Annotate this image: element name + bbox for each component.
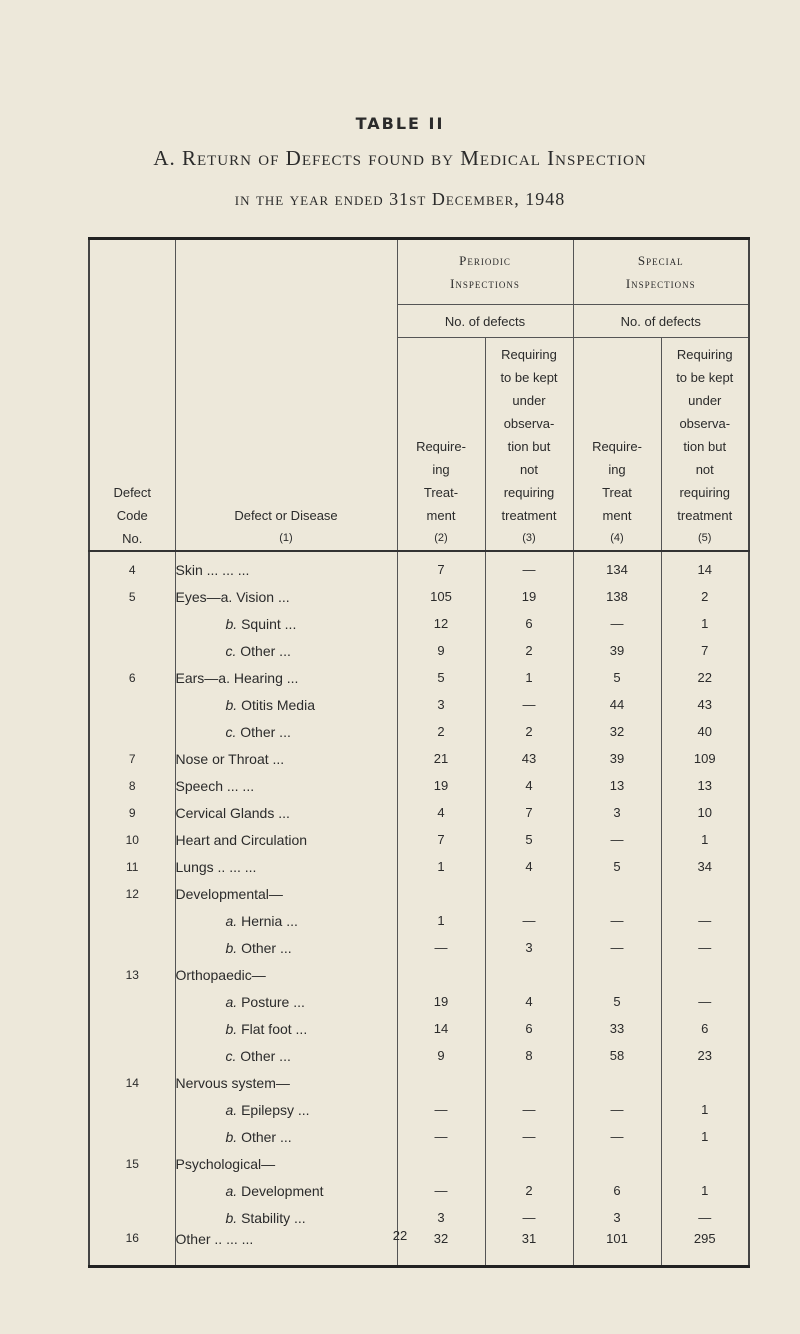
defect-count-col-3 xyxy=(485,880,573,907)
table-row xyxy=(89,880,749,907)
defect-name xyxy=(175,853,397,880)
defect-count-col-2: 1 xyxy=(397,853,485,880)
defect-sub-letter: b. xyxy=(225,615,238,632)
defect-code xyxy=(89,718,175,745)
defect-count-col-3: 4 xyxy=(485,988,573,1015)
defect-count-col-2: 2 xyxy=(397,718,485,745)
defect-name xyxy=(175,1042,397,1069)
defect-label: Stability ... xyxy=(237,1209,306,1226)
defects-table xyxy=(88,237,750,1268)
defect-count-col-4: — xyxy=(573,1096,661,1123)
table-row xyxy=(89,583,749,610)
defect-count-col-4: — xyxy=(573,826,661,853)
defect-code: 14 xyxy=(89,1069,175,1096)
page-number: 22 xyxy=(392,1228,408,1243)
defect-count-col-5: 13 xyxy=(661,772,749,799)
table-row xyxy=(89,1150,749,1177)
defect-count-col-3: 43 xyxy=(485,745,573,772)
defect-count-col-2: 19 xyxy=(397,772,485,799)
defect-count-col-2: 14 xyxy=(397,1015,485,1042)
defect-code xyxy=(89,988,175,1015)
defect-code: 9 xyxy=(89,799,175,826)
table-row xyxy=(89,934,749,961)
defect-count-col-2: — xyxy=(397,1123,485,1150)
defect-count-col-2: 7 xyxy=(397,551,485,583)
defect-label: Squint ... xyxy=(237,615,297,632)
table-row xyxy=(89,637,749,664)
defect-name xyxy=(175,934,397,961)
defect-count-col-5: — xyxy=(661,907,749,934)
defect-count-col-3: 7 xyxy=(485,799,573,826)
defect-count-col-5: 23 xyxy=(661,1042,749,1069)
table-row xyxy=(89,1177,749,1204)
defect-count-col-3: 2 xyxy=(485,637,573,664)
table-row xyxy=(89,772,749,799)
defect-count-col-2: 5 xyxy=(397,664,485,691)
defect-count-col-2: 3 xyxy=(397,1204,485,1231)
defect-code xyxy=(89,637,175,664)
table-row xyxy=(89,1069,749,1096)
defect-code xyxy=(89,1042,175,1069)
defect-count-col-5: 1 xyxy=(661,1096,749,1123)
defect-count-col-4 xyxy=(573,1069,661,1096)
defect-code: 7 xyxy=(89,745,175,772)
table-label: TABLE II xyxy=(355,114,445,133)
defect-count-col-4: 134 xyxy=(573,551,661,583)
table-row xyxy=(89,799,749,826)
defect-count-col-2: 105 xyxy=(397,583,485,610)
table-row xyxy=(89,745,749,772)
defect-label: Skin ... ... ... xyxy=(175,561,250,578)
defect-label: Eyes—a. Vision ... xyxy=(175,588,290,605)
defect-count-col-5: 40 xyxy=(661,718,749,745)
defect-label: Epilepsy ... xyxy=(237,1101,310,1118)
table-row xyxy=(89,1123,749,1150)
defect-count-col-3: 1 xyxy=(485,664,573,691)
defect-count-col-5: 109 xyxy=(661,745,749,772)
defect-count-col-4: — xyxy=(573,934,661,961)
defect-count-col-4: — xyxy=(573,907,661,934)
defect-count-col-5: 2 xyxy=(661,583,749,610)
defect-label: Ears—a. Hearing ... xyxy=(175,669,299,686)
header-defect-or-disease: Defect or Disease (1) xyxy=(175,239,397,552)
defect-count-col-2 xyxy=(397,880,485,907)
defect-name xyxy=(175,691,397,718)
defect-name xyxy=(175,718,397,745)
defect-code xyxy=(89,907,175,934)
table-row xyxy=(89,718,749,745)
defect-count-col-3: 4 xyxy=(485,772,573,799)
header-special-observation: Requiring to be kept under observa- tion but not requiring treatment (5) xyxy=(661,338,749,552)
defect-label: Lungs .. ... ... xyxy=(175,858,257,875)
defect-name xyxy=(175,1096,397,1123)
defect-count-col-3: — xyxy=(485,1096,573,1123)
header-periodic-inspections: Periodic Inspections xyxy=(397,239,573,305)
defect-name xyxy=(175,1177,397,1204)
defect-code xyxy=(89,1204,175,1231)
defect-code: 11 xyxy=(89,853,175,880)
defect-name xyxy=(175,961,397,988)
defect-count-col-5: 6 xyxy=(661,1015,749,1042)
table-row xyxy=(89,988,749,1015)
defect-count-col-4: 5 xyxy=(573,988,661,1015)
defect-count-col-4: 5 xyxy=(573,664,661,691)
defect-label: Posture ... xyxy=(237,993,305,1010)
table-row xyxy=(89,691,749,718)
header-periodic-no-of-defects: No. of defects xyxy=(397,305,573,338)
defect-count-col-2 xyxy=(397,1069,485,1096)
defect-count-col-3: 19 xyxy=(485,583,573,610)
defect-count-col-2: 9 xyxy=(397,637,485,664)
defect-name xyxy=(175,610,397,637)
defect-count-col-2: 9 xyxy=(397,1042,485,1069)
defect-count-col-3: 31 xyxy=(485,1231,573,1267)
table-row xyxy=(89,1015,749,1042)
defect-count-col-5: — xyxy=(661,988,749,1015)
defect-count-col-2: — xyxy=(397,1177,485,1204)
defect-count-col-5: 1 xyxy=(661,1177,749,1204)
defect-label: Development xyxy=(237,1182,324,1199)
defect-sub-letter: b. xyxy=(225,696,238,713)
table-row xyxy=(89,826,749,853)
defect-count-col-4 xyxy=(573,1150,661,1177)
defect-code: 4 xyxy=(89,551,175,583)
defect-code: 6 xyxy=(89,664,175,691)
defect-label: Nervous system— xyxy=(175,1074,290,1091)
defect-label: Speech ... ... xyxy=(175,777,255,794)
defect-count-col-3: — xyxy=(485,1204,573,1231)
defect-count-col-3: — xyxy=(485,1123,573,1150)
defect-count-col-3: 3 xyxy=(485,934,573,961)
defect-sub-letter: b. xyxy=(225,1128,238,1145)
table-row xyxy=(89,1096,749,1123)
defect-count-col-3: 8 xyxy=(485,1042,573,1069)
defect-count-col-4: 44 xyxy=(573,691,661,718)
defect-sub-letter: a. xyxy=(225,1182,238,1199)
defect-label: Cervical Glands ... xyxy=(175,804,290,821)
defect-count-col-5: 1 xyxy=(661,1123,749,1150)
defect-label: Nose or Throat ... xyxy=(175,750,285,767)
table-row xyxy=(89,907,749,934)
defect-code xyxy=(89,1177,175,1204)
table-subtitle: in the year ended 31st December, 1948 xyxy=(234,189,566,209)
defect-count-col-3: 2 xyxy=(485,1177,573,1204)
table-row xyxy=(89,1204,749,1231)
header-special-no-of-defects: No. of defects xyxy=(573,305,749,338)
defect-count-col-2: 21 xyxy=(397,745,485,772)
header-special-inspections: Special Inspections xyxy=(573,239,749,305)
defect-name xyxy=(175,583,397,610)
defect-sub-letter: b. xyxy=(225,1209,238,1226)
defect-count-col-4: 33 xyxy=(573,1015,661,1042)
header-periodic-observation: Requiring to be kept under observa- tion but not requiring treatment (3) xyxy=(485,338,573,552)
defect-count-col-4 xyxy=(573,880,661,907)
defect-count-col-4: 13 xyxy=(573,772,661,799)
defect-count-col-4: 6 xyxy=(573,1177,661,1204)
defect-count-col-5: 10 xyxy=(661,799,749,826)
defect-count-col-2: 4 xyxy=(397,799,485,826)
defect-count-col-5: 22 xyxy=(661,664,749,691)
defect-label: Flat foot ... xyxy=(237,1020,308,1037)
defect-name xyxy=(175,664,397,691)
defect-label: Other ... xyxy=(237,939,292,956)
header-special-requiring-treatment: Require- ing Treat ment (4) xyxy=(573,338,661,552)
defect-label: Other ... xyxy=(236,642,291,659)
defect-count-col-4: 101 xyxy=(573,1231,661,1267)
defect-name xyxy=(175,745,397,772)
defect-name xyxy=(175,907,397,934)
defect-count-col-4: 39 xyxy=(573,745,661,772)
header-periodic-requiring-treatment: Require- ing Treat- ment (2) xyxy=(397,338,485,552)
defect-sub-letter: b. xyxy=(225,939,238,956)
defect-name xyxy=(175,1069,397,1096)
defect-count-col-3: 6 xyxy=(485,1015,573,1042)
defect-count-col-4 xyxy=(573,961,661,988)
defect-count-col-3: — xyxy=(485,691,573,718)
defect-count-col-3: 2 xyxy=(485,718,573,745)
defect-sub-letter: c. xyxy=(225,1047,237,1064)
defect-count-col-5: 34 xyxy=(661,853,749,880)
defect-label: Hernia ... xyxy=(237,912,298,929)
defect-name xyxy=(175,772,397,799)
defect-code xyxy=(89,610,175,637)
defect-label: Other ... xyxy=(236,1047,291,1064)
table-row xyxy=(89,1042,749,1069)
table-row xyxy=(89,551,749,583)
defect-count-col-5: — xyxy=(661,1204,749,1231)
defect-count-col-5: 1 xyxy=(661,826,749,853)
defect-sub-letter: b. xyxy=(225,1020,238,1037)
defect-name xyxy=(175,551,397,583)
defect-count-col-4: 5 xyxy=(573,853,661,880)
defect-name xyxy=(175,799,397,826)
defect-count-col-3: — xyxy=(485,551,573,583)
defect-label: Other ... xyxy=(237,1128,292,1145)
defect-name xyxy=(175,880,397,907)
defect-name xyxy=(175,988,397,1015)
defect-count-col-2: — xyxy=(397,934,485,961)
defect-label: Other .. ... ... xyxy=(175,1231,254,1247)
defect-count-col-2: — xyxy=(397,1096,485,1123)
defect-count-col-4: 32 xyxy=(573,718,661,745)
defect-count-col-3 xyxy=(485,1150,573,1177)
header-defect-code: Defect Code No. xyxy=(89,239,175,552)
defect-count-col-2: 32 xyxy=(397,1231,485,1267)
defect-count-col-2 xyxy=(397,1150,485,1177)
defect-count-col-3 xyxy=(485,1069,573,1096)
defect-sub-letter: a. xyxy=(225,912,238,929)
defect-label: Heart and Circulation xyxy=(175,831,308,848)
table-row xyxy=(89,853,749,880)
defect-code xyxy=(89,1015,175,1042)
defect-name xyxy=(175,826,397,853)
table-title: A. Return of Defects found by Medical Inspection xyxy=(153,146,647,170)
defect-count-col-5 xyxy=(661,880,749,907)
defect-code xyxy=(89,1096,175,1123)
defect-count-col-5: 295 xyxy=(661,1231,749,1267)
defect-label: Orthopaedic— xyxy=(175,966,266,983)
table-row xyxy=(89,664,749,691)
defect-count-col-5 xyxy=(661,1069,749,1096)
defect-sub-letter: a. xyxy=(225,993,238,1010)
defect-count-col-2: 7 xyxy=(397,826,485,853)
defect-count-col-3: — xyxy=(485,907,573,934)
defect-count-col-4: 58 xyxy=(573,1042,661,1069)
defect-count-col-5: — xyxy=(661,934,749,961)
defect-code: 5 xyxy=(89,583,175,610)
defect-count-col-2 xyxy=(397,961,485,988)
defect-count-col-5: 43 xyxy=(661,691,749,718)
defect-label: Psychological— xyxy=(175,1155,276,1172)
defect-count-col-4: 3 xyxy=(573,1204,661,1231)
defect-count-col-2: 3 xyxy=(397,691,485,718)
defect-count-col-4: 138 xyxy=(573,583,661,610)
defect-count-col-4: — xyxy=(573,1123,661,1150)
defect-code: 10 xyxy=(89,826,175,853)
defect-name xyxy=(175,1123,397,1150)
defect-name xyxy=(175,1150,397,1177)
defect-name xyxy=(175,637,397,664)
defect-label: Developmental— xyxy=(175,885,283,902)
defect-sub-letter: c. xyxy=(225,723,237,740)
defect-count-col-2: 1 xyxy=(397,907,485,934)
defect-label: Otitis Media xyxy=(237,696,315,713)
defect-count-col-5: 14 xyxy=(661,551,749,583)
defect-count-col-5 xyxy=(661,1150,749,1177)
defect-code: 16 xyxy=(89,1231,175,1267)
defect-count-col-5 xyxy=(661,961,749,988)
table-row xyxy=(89,961,749,988)
defect-name xyxy=(175,1015,397,1042)
defect-count-col-4: 3 xyxy=(573,799,661,826)
table-row xyxy=(89,610,749,637)
defect-label: Other ... xyxy=(236,723,291,740)
defect-count-col-3: 5 xyxy=(485,826,573,853)
defect-count-col-3 xyxy=(485,961,573,988)
defect-code xyxy=(89,691,175,718)
defect-code: 12 xyxy=(89,880,175,907)
defect-count-col-2: 12 xyxy=(397,610,485,637)
defect-count-col-3: 6 xyxy=(485,610,573,637)
defect-code xyxy=(89,1123,175,1150)
defect-count-col-5: 7 xyxy=(661,637,749,664)
defect-count-col-3: 4 xyxy=(485,853,573,880)
defect-count-col-5: 1 xyxy=(661,610,749,637)
defect-code: 8 xyxy=(89,772,175,799)
defect-code xyxy=(89,934,175,961)
defect-count-col-4: 39 xyxy=(573,637,661,664)
defect-count-col-4: — xyxy=(573,610,661,637)
defect-sub-letter: a. xyxy=(225,1101,238,1118)
defect-code: 15 xyxy=(89,1150,175,1177)
defect-code: 13 xyxy=(89,961,175,988)
defect-name xyxy=(175,1204,397,1231)
defect-count-col-2: 19 xyxy=(397,988,485,1015)
defect-sub-letter: c. xyxy=(225,642,237,659)
